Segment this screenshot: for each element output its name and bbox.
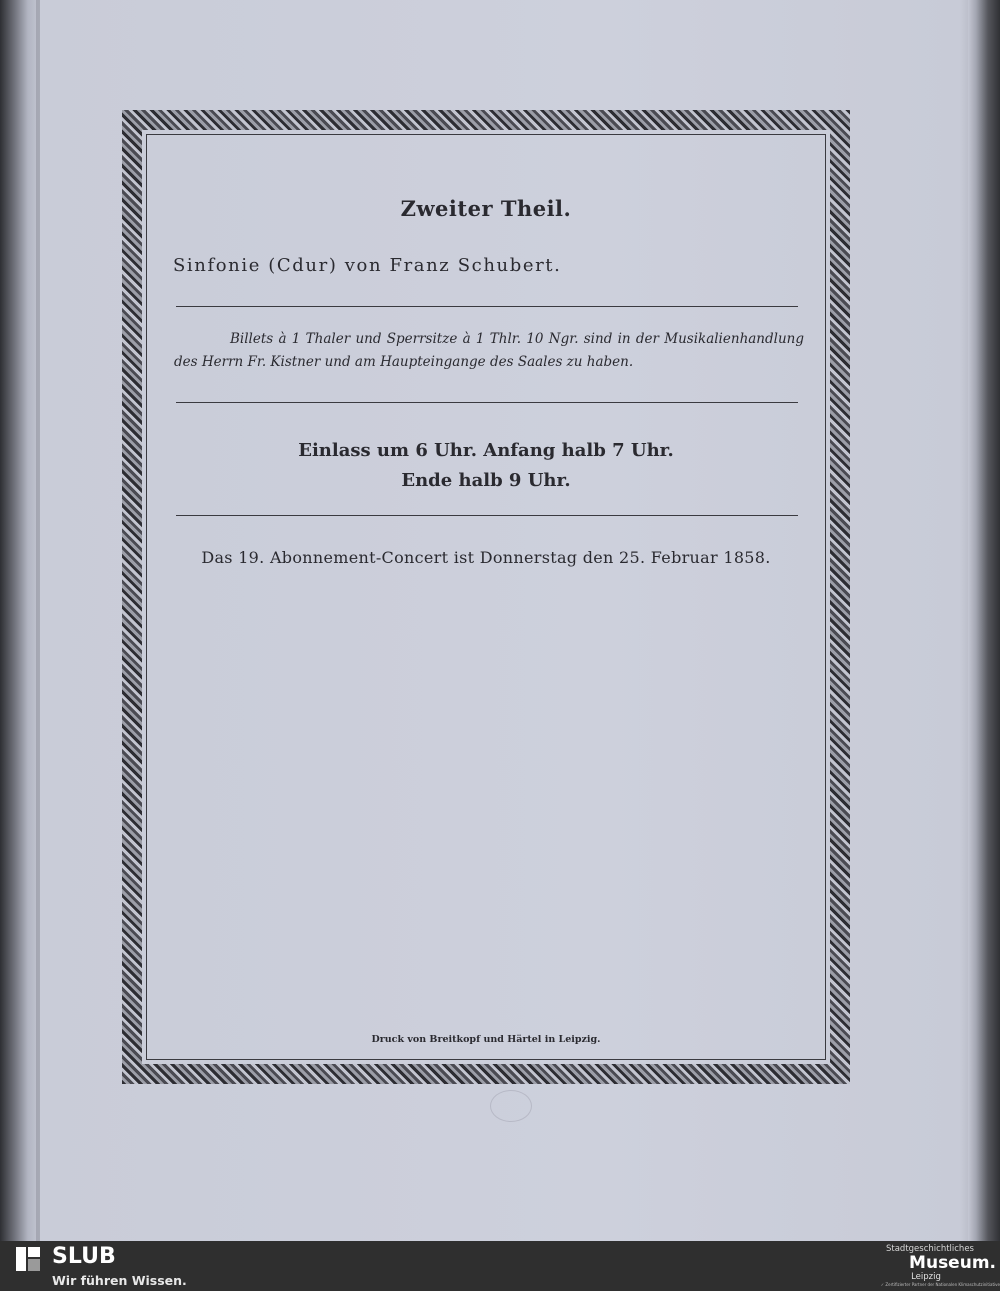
partner-subtitle: Stadtgeschichtliches: [886, 1244, 974, 1254]
faint-stamp: [490, 1090, 532, 1122]
admission-line-2: Ende halb 9 Uhr.: [401, 470, 571, 491]
divider-rule: [176, 306, 798, 307]
next-concert-notice: Das 19. Abonnement-Concert ist Donnerstag den 25. Februar 1858.: [201, 548, 771, 567]
admission-line-1: Einlass um 6 Uhr. Anfang halb 7 Uhr.: [298, 440, 674, 461]
right-page-edge: [968, 0, 1000, 1241]
library-name[interactable]: SLUB: [52, 1244, 116, 1269]
library-tagline: Wir führen Wissen.: [52, 1273, 187, 1288]
slub-logo-icon: [14, 1245, 42, 1273]
divider-rule: [176, 402, 798, 403]
partner-city: Leipzig: [911, 1272, 941, 1282]
partner-name[interactable]: Museum.: [909, 1253, 996, 1273]
partner-certificate: ✓ Zertifizierter Partner der Nationalen Klimaschutzinitiative: [880, 1282, 1000, 1287]
admission-times: [176, 436, 796, 496]
symphony-title: Sinfonie (Cdur) von Franz Schubert.: [173, 255, 562, 276]
section-heading: Zweiter Theil.: [400, 196, 572, 221]
divider-rule: [176, 515, 798, 516]
left-page-edge: [0, 0, 40, 1241]
printer-imprint: Druck von Breitkopf und Härtel in Leipzig.: [371, 1034, 601, 1045]
page-fold: [36, 0, 40, 1241]
ticket-info: Billets à 1 Thaler und Sperrsitze à 1 Thlr. 10 Ngr. sind in der Musikalienhandlung des Herrn Fr. Kistner und am Haupteingange des Saales zu haben.: [174, 331, 804, 370]
